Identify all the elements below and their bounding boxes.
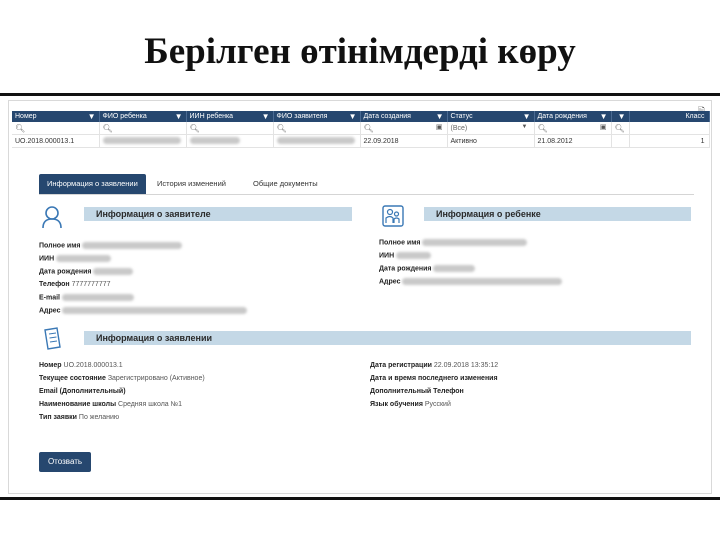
applicant-phone: Телефон 7777777777 [39, 281, 111, 288]
application-reg-date: Дата регистрации 22.09.2018 13:35:12 [370, 362, 499, 369]
calendar-icon[interactable]: ▣ [599, 124, 607, 131]
filter-cell[interactable] [534, 122, 611, 135]
slide-title: Берілген өтінімдерді көру [144, 31, 576, 72]
filter-icon[interactable]: ▼ [348, 112, 357, 121]
application-section-heading: Информация о заявлении [84, 331, 691, 345]
search-icon: 🔍︎ [15, 123, 26, 133]
applications-table [12, 111, 710, 148]
applicant-section-heading: Информация о заявителе [84, 207, 352, 221]
chevron-down-icon: ▼ [521, 124, 528, 130]
applicant-birth: Дата рождения [39, 268, 133, 275]
cell-class: 1 [629, 135, 709, 148]
application-number: Номер UO.2018.000013.1 [39, 362, 123, 369]
filter-icon[interactable]: ▼ [435, 112, 444, 121]
filter-cell[interactable] [12, 122, 99, 135]
tabs-divider [39, 194, 694, 195]
application-school: Наименование школы Средняя школа №1 [39, 401, 183, 408]
filter-cell[interactable] [186, 122, 273, 135]
application-type: Тип заявки По желанию [39, 414, 120, 421]
search-icon: 🔍︎ [363, 123, 374, 133]
child-iin: ИИН [379, 252, 431, 259]
filter-cell[interactable] [629, 122, 709, 135]
filter-icon[interactable]: ▼ [174, 112, 183, 121]
filter-icon[interactable]: ▼ [87, 112, 96, 121]
tab-application-info[interactable]: Информация о заявлении [39, 174, 146, 194]
child-address: Адрес [379, 278, 562, 285]
cell-birth: 21.08.2012 [534, 135, 611, 148]
app-screenshot [8, 100, 712, 494]
bottom-divider [0, 497, 720, 500]
column-header[interactable] [611, 111, 629, 122]
filter-icon[interactable]: ▼ [617, 112, 626, 121]
search-icon: 🔍︎ [102, 123, 113, 133]
cell-created: 22.09.2018 [360, 135, 447, 148]
calendar-icon[interactable]: ▣ [435, 124, 443, 131]
column-header[interactable]: Класс [629, 111, 709, 122]
child-full-name: Полное имя [379, 239, 527, 246]
application-email: Email (Дополнительный) [39, 388, 126, 395]
column-header[interactable]: ИИН ребенка ▼ [186, 111, 273, 122]
user-icon [41, 205, 63, 229]
column-header[interactable]: ФИО ребенка ▼ [99, 111, 186, 122]
table-filter-row [12, 122, 709, 135]
cell-status: Активно [447, 135, 534, 148]
search-icon: 🔍︎ [189, 123, 200, 133]
cell-empty [611, 135, 629, 148]
filter-icon[interactable]: ▼ [522, 112, 531, 121]
applicant-full-name: Полное имя [39, 242, 182, 249]
status-filter-select[interactable]: (Все) ▼ [447, 122, 534, 135]
cell-number: UO.2018.000013.1 [12, 135, 99, 148]
tab-change-history[interactable]: История изменений [157, 179, 226, 188]
document-icon [41, 327, 63, 351]
child-birth: Дата рождения [379, 265, 475, 272]
application-language: Язык обучения Русский [370, 401, 451, 408]
filter-cell[interactable] [273, 122, 360, 135]
column-header[interactable]: ФИО заявителя ▼ [273, 111, 360, 122]
withdraw-button[interactable]: Отозвать [39, 452, 91, 472]
column-header[interactable]: Дата рождения ▼ [534, 111, 611, 122]
family-icon [382, 205, 404, 227]
applicant-address: Адрес [39, 307, 247, 314]
applicant-email: E-mail [39, 294, 134, 301]
column-header[interactable]: Дата создания ▼ [360, 111, 447, 122]
table-row[interactable] [12, 135, 709, 148]
filter-icon[interactable]: ▼ [261, 112, 270, 121]
cell-child-name [99, 135, 186, 148]
tab-common-documents[interactable]: Общие документы [253, 179, 318, 188]
applicant-iin: ИИН [39, 255, 111, 262]
child-section-heading: Информация о ребенке [424, 207, 691, 221]
column-header[interactable]: Номер ▼ [12, 111, 99, 122]
cell-applicant-name [273, 135, 360, 148]
application-state: Текущее состояние Зарегистрировано (Активное) [39, 375, 205, 382]
search-icon: 🔍︎ [537, 123, 548, 133]
column-header[interactable]: Статус ▼ [447, 111, 534, 122]
filter-cell[interactable] [360, 122, 447, 135]
search-icon: 🔍︎ [614, 123, 625, 133]
cell-child-iin [186, 135, 273, 148]
application-last-change: Дата и время последнего изменения [370, 375, 498, 382]
filter-icon[interactable]: ▼ [599, 112, 608, 121]
filter-cell[interactable] [611, 122, 629, 135]
top-divider [0, 93, 720, 96]
search-icon: 🔍︎ [276, 123, 287, 133]
table-header-row [12, 111, 709, 122]
filter-cell[interactable] [99, 122, 186, 135]
application-extra-phone: Дополнительный Телефон [370, 388, 464, 395]
